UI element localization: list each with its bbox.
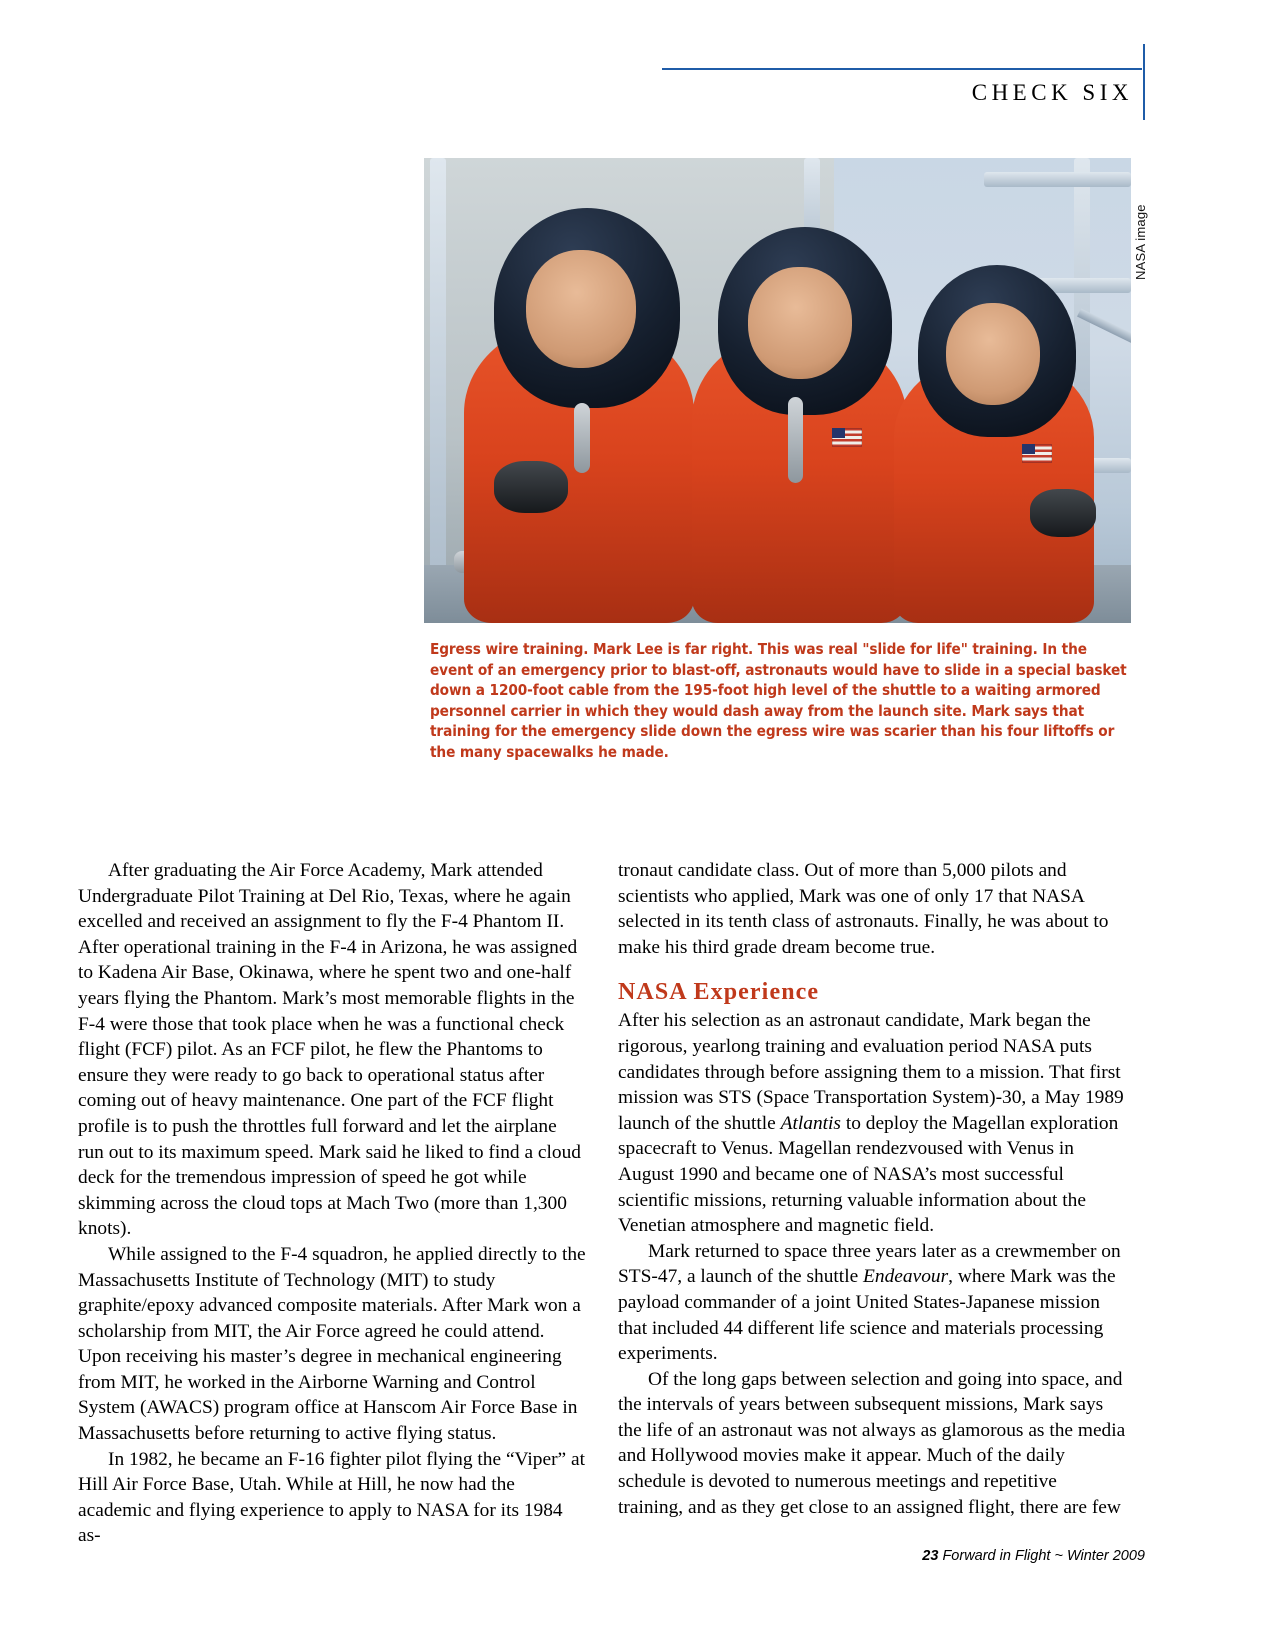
paragraph: Of the long gaps between selection and going into space, and the intervals of years between subsequent missions, Mark says the life of an astronaut was not always as glamorous as the media and Hollywood movies make it appear. Much of the daily schedule is devoted to numerous meetings and repetitive training, and as they get close to an assigned flight, there are few <box>618 1368 1126 1518</box>
glove-right <box>1030 489 1096 537</box>
us-flag-patch-middle <box>832 428 862 447</box>
paragraph: While assigned to the F-4 squadron, he applied directly to the Massachusetts Institute of Technology (MIT) to study graphite/epoxy advanced composite materials. After Mark won a scholarship from MIT, the Air Force agreed he could attend. Upon receiving his master’s degree in mechanical engineering from MIT, he worked in the Airborne Warning and Control System (AWACS) program office at Hanscom Air Force Base in Massachusetts before returning to active flying status. <box>78 1243 586 1445</box>
page-footer <box>0 1548 1275 1564</box>
oxygen-hose-middle <box>788 397 803 483</box>
paragraph: After his selection as an astronaut candidate, Mark began the rigorous, yearlong training and evaluation period NASA puts candidates through before assigning them to a mission. That first mission was STS (Space Transportation System)-30, a May 1989 launch of the shuttle Atlantis to deploy the Magellan exploration spacecraft to Venus. Magellan rendezvoused with Venus in August 1990 and became one of NASA’s most successful scientific missions, returning valuable information about the Venetian atmosphere and magnetic field. <box>618 1010 1124 1237</box>
section-heading-nasa-experience: NASA Experience <box>618 979 820 1006</box>
glove-left <box>494 461 568 513</box>
face-middle <box>748 267 852 379</box>
oxygen-hose-left <box>574 403 590 473</box>
paragraph: In 1982, he became an F-16 fighter pilot flying the “Viper” at Hill Air Force Base, Utah. While at Hill, he now had the academic and flying experience to apply to NASA for its 1984 as- <box>78 1448 585 1547</box>
paragraph: After graduating the Air Force Academy, Mark attended Undergraduate Pilot Training at Del Rio, Texas, where he again excelled and received an assignment to fly the F-4 Phantom II. After operational training in the F-4 in Arizona, he was assigned to Kadena Air Base, Okinawa, where he spent two and one-half years flying the Phantom. Mark’s most memorable flights in the F-4 were those that took place when he was a functional check flight (FCF) pilot. As an FCF pilot, he flew the Phantoms to ensure they were ready to go back to operational status after coming out of heavy maintenance. One part of the FCF flight profile is to push the throttles full forward and let the airplane run out to its maximum speed. Mark said he liked to find a cloud deck for the tremendous impression of speed he got while skimming across the cloud tops at Mach Two (more than 1,300 knots). <box>78 860 581 1240</box>
face-right <box>946 303 1040 405</box>
face-left <box>526 250 636 368</box>
figure-caption: Egress wire training. Mark Lee is far right. This was real "slide for life" training. In the event of an emergency prior to blast-off, astronauts would have to slide in a special basket down a 1200-foot cable from the 195-foot high level of the shuttle to a waiting armored personnel carrier in which they would dash away from the launch site. Mark says that training for the emergency slide down the egress wire was scarier than his four liftoffs or the many spacewalks he made. <box>430 640 1127 761</box>
gantry-crossbeam-top <box>984 172 1131 187</box>
astronaut-egress-training-photo <box>424 158 1131 623</box>
gantry-rail-left <box>430 158 446 623</box>
header-vertical-rule <box>1143 44 1145 120</box>
page-number: 23 <box>922 1548 939 1564</box>
astronaut-right-mark-lee <box>894 233 1094 623</box>
photo-credit: NASA image <box>1133 204 1148 280</box>
us-flag-patch-right <box>1022 444 1052 463</box>
paragraph: Mark returned to space three years later as a crewmember on STS-47, a launch of the shuttle Endeavour, where Mark was the payload commander of a joint United States-Japanese mission that included 44 different life science and materials processing experiments. <box>618 1240 1121 1365</box>
header-horizontal-rule <box>662 68 1142 70</box>
right-text-column <box>618 858 1126 1520</box>
figure-block <box>424 158 1131 623</box>
article-body <box>78 858 1148 1547</box>
running-head-title: CHECK SIX <box>971 80 1133 105</box>
astronaut-left <box>464 193 694 623</box>
page-header <box>0 0 1275 170</box>
left-text-column <box>78 858 586 1549</box>
publication-info: Forward in Flight ~ Winter 2009 <box>942 1548 1145 1564</box>
continuation-paragraph: tronaut candidate class. Out of more than 5,000 pilots and scientists who applied, Mark was one of only 17 that NASA selected in its tenth class of astronauts. Finally, he was about to make his third grade dream become true. <box>618 860 1109 958</box>
astronaut-middle <box>692 203 907 623</box>
